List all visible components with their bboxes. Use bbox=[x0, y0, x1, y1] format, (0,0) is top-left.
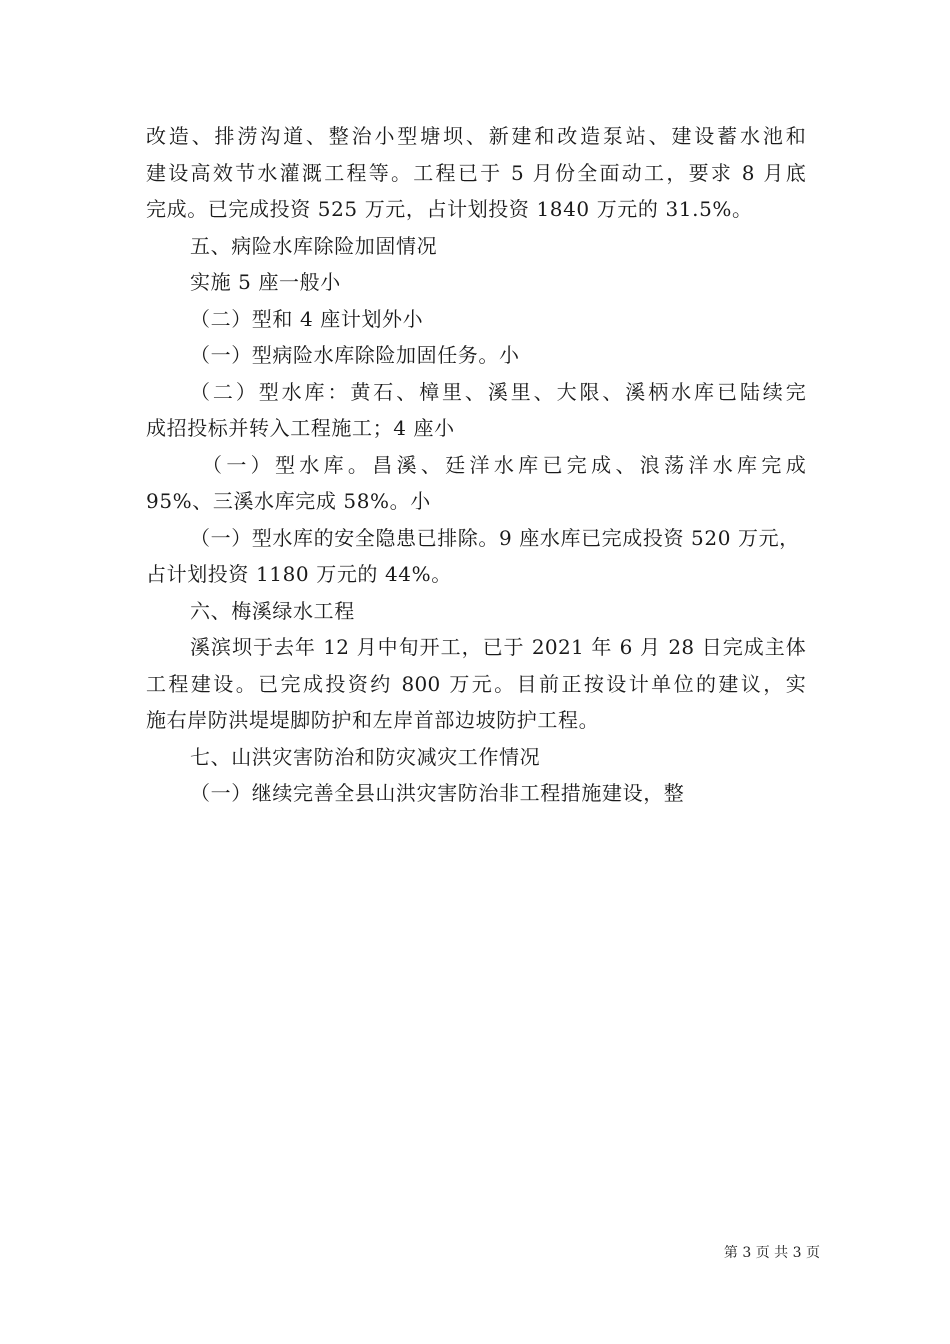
paragraph-line: （二）型和 4 座计划外小 bbox=[190, 306, 424, 331]
paragraph-line: 占计划投资 1180 万元的 44%。 bbox=[146, 562, 452, 586]
paragraph-line: 成招投标并转入工程施工；4 座小 bbox=[146, 416, 455, 440]
paragraph-line: 工程建设。已完成投资约 800 万元。目前正按设计单位的建议，实 bbox=[146, 671, 806, 696]
paragraph-line: （一）型水库的安全隐患已排除。9 座水库已完成投资 520 万元， bbox=[190, 525, 800, 550]
paragraph-line: 施右岸防洪堤堤脚防护和左岸首部边坡防护工程。 bbox=[146, 708, 600, 732]
paragraph-line: 95%、三溪水库完成 58%。小 bbox=[146, 489, 431, 513]
section-heading: 六、梅溪绿水工程 bbox=[190, 598, 355, 623]
section-heading: 七、山洪灾害防治和防灾减灾工作情况 bbox=[190, 744, 541, 769]
paragraph-line: （二）型水库：黄石、樟里、溪里、大限、溪柄水库已陆续完 bbox=[190, 379, 806, 404]
paragraph-line: 实施 5 座一般小 bbox=[190, 270, 341, 294]
paragraph-line: （一）型水库。昌溪、廷洋水库已完成、浪荡洋水库完成 bbox=[202, 452, 806, 477]
paragraph-line: （一）型病险水库除险加固任务。小 bbox=[190, 343, 520, 367]
paragraph-line: （一）继续完善全县山洪灾害防治非工程措施建设，整 bbox=[190, 781, 685, 805]
page-number-footer: 第 3 页 共 3 页 bbox=[723, 1245, 820, 1261]
paragraph-line: 完成。已完成投资 525 万元，占计划投资 1840 万元的 31.5%。 bbox=[146, 197, 753, 221]
document-body bbox=[146, 118, 806, 812]
paragraph-line: 溪滨坝于去年 12 月中旬开工，已于 2021 年 6 月 28 日完成主体 bbox=[190, 635, 806, 659]
section-heading: 五、病险水库除险加固情况 bbox=[190, 233, 438, 258]
paragraph-line: 建设高效节水灌溉工程等。工程已于 5 月份全面动工，要求 8 月底 bbox=[146, 160, 806, 185]
paragraph-line: 改造、排涝沟道、整治小型塘坝、新建和改造泵站、建设蓄水池和 bbox=[146, 124, 806, 148]
